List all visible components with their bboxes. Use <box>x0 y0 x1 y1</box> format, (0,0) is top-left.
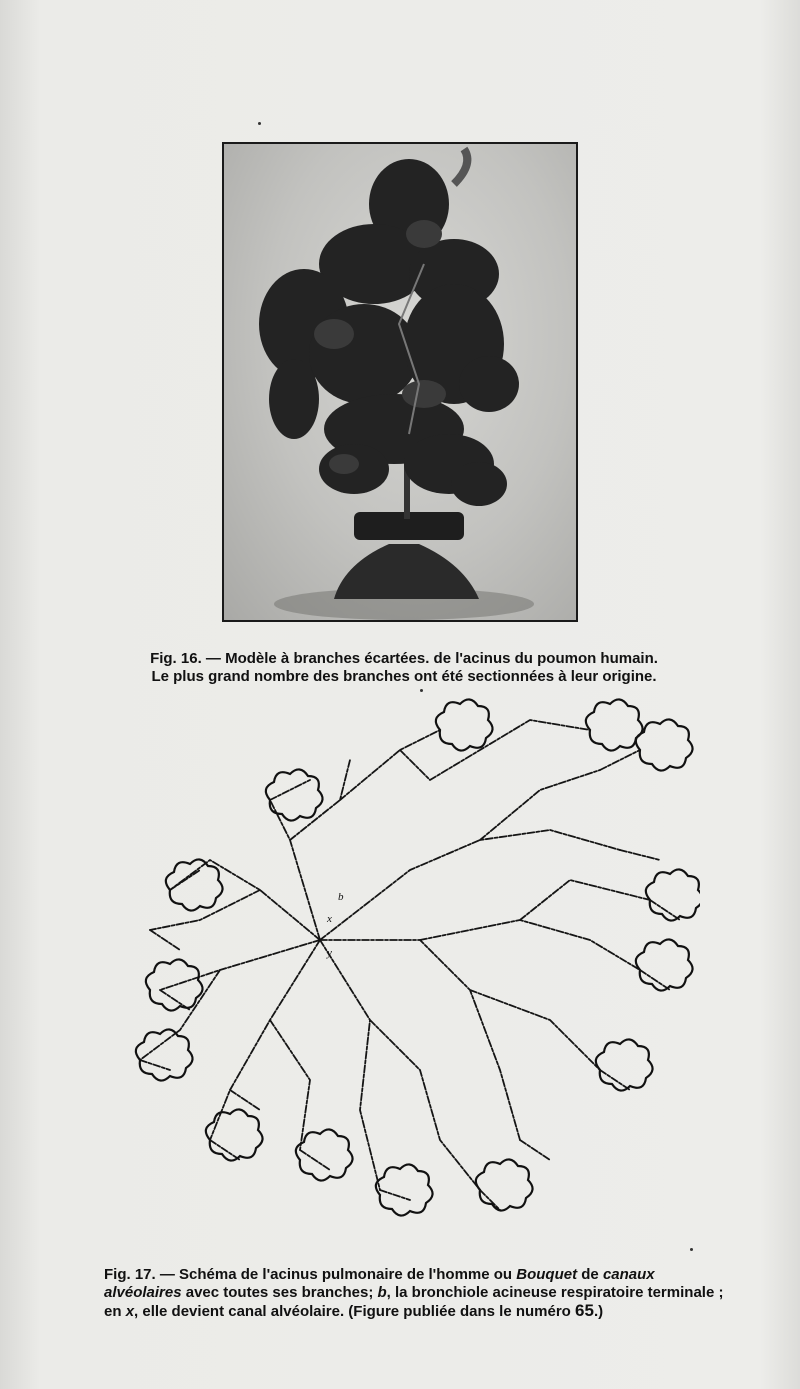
figure-17-caption <box>104 1266 724 1321</box>
figure-16-caption <box>104 650 704 686</box>
fig17-text-b: de <box>577 1266 599 1283</box>
fig17-b-letter: b <box>377 1284 387 1301</box>
fig17-author: Bouquet <box>516 1266 578 1283</box>
fig17-italic-term: canaux alvéolaires <box>104 1266 655 1301</box>
schema-label-y: y <box>327 947 332 959</box>
figure-16-photograph <box>222 142 578 622</box>
fig17-label: Fig. 17. <box>104 1266 156 1283</box>
figure-17-acinus-schema <box>120 690 700 1260</box>
fig17-number: 65 <box>575 1301 594 1320</box>
fig16-label: Fig. 16. <box>150 650 202 667</box>
fig17-x-letter: x <box>125 1303 135 1320</box>
speck <box>690 1248 693 1251</box>
speck <box>420 689 423 692</box>
acinus-model-image <box>224 144 576 620</box>
fig17-text-c: avec toutes ses branches; <box>181 1284 378 1301</box>
fig16-dash: — <box>205 650 221 667</box>
schema-label-b: b <box>338 891 344 903</box>
schema-label-x: x <box>327 913 332 925</box>
speck <box>258 122 261 125</box>
fig17-text-e: , elle devient canal alvéolaire. (Figure publiée dans le numéro <box>134 1303 576 1320</box>
fig16-line2: Le plus grand nombre des branches ont été sectionnées à leur origine. <box>151 668 657 685</box>
fig17-text-f: .) <box>593 1303 604 1320</box>
fig17-text-a: Schéma de l'acinus pulmonaire de l'homme ou <box>179 1266 517 1283</box>
fig16-line1: Modèle à branches écartées. de l'acinus du poumon humain. <box>225 650 658 667</box>
fig17-dash: — <box>159 1266 175 1283</box>
fig17-text-d: , la bronchiole acineuse respiratoire terminale ; en <box>104 1284 724 1320</box>
